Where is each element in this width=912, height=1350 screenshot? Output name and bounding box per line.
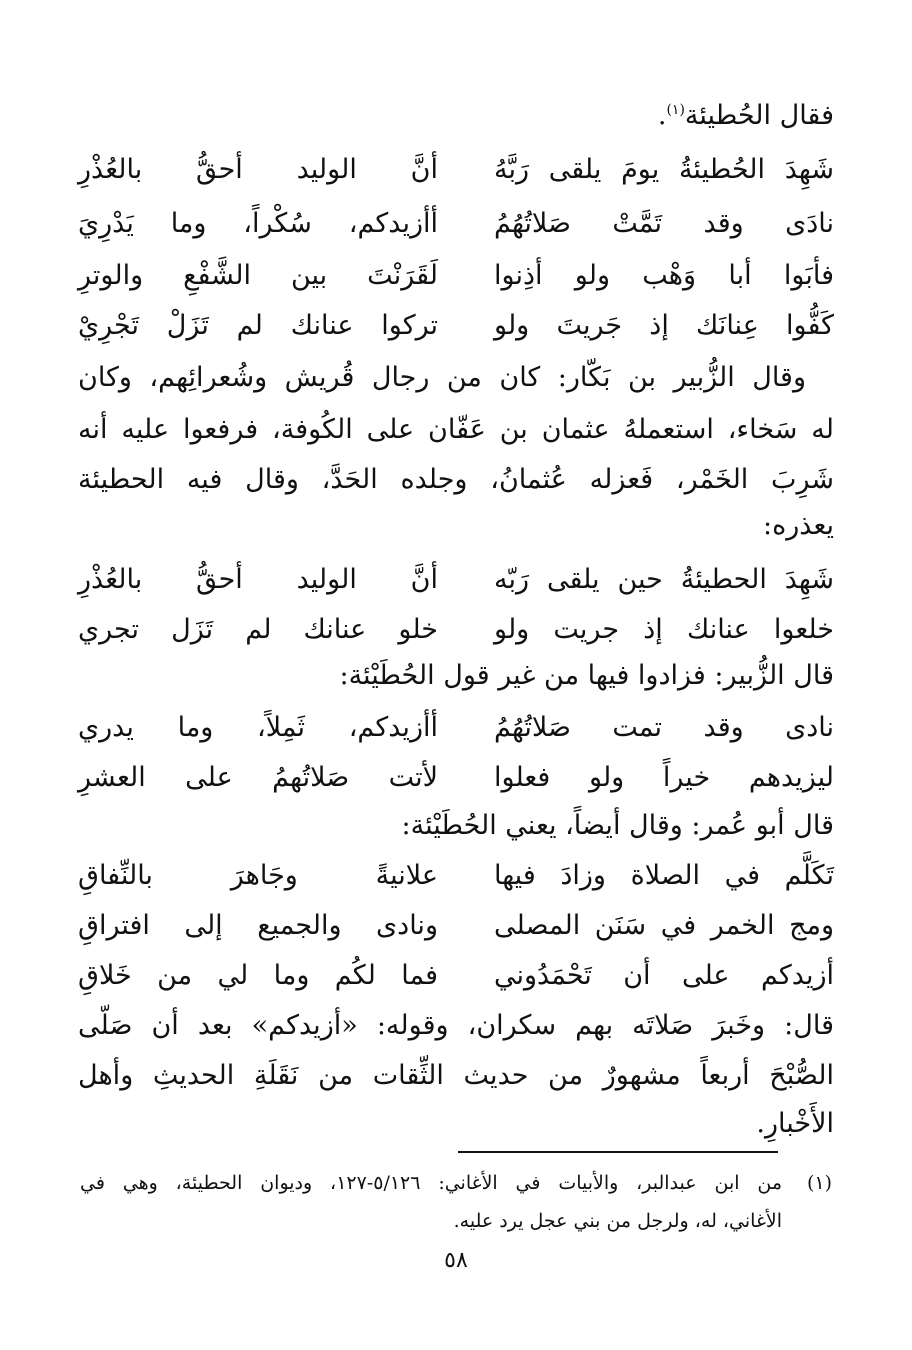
- intro-end: .: [657, 100, 667, 131]
- verse-first-hemistich: فأبَوا أبا وَهْب ولو أذِنوا: [494, 260, 834, 291]
- verse-second-hemistich: أأزيدكم، ثَمِلاً، وما يدري: [78, 712, 438, 743]
- verse-second-hemistich: لَقَرَنْتَ بين الشَّفْعِ والوترِ: [78, 260, 438, 291]
- prose-line: قال أبو عُمر: وقال أيضاً، يعني الحُطَيْئة:: [401, 810, 834, 841]
- verse-second-hemistich: تركوا عنانك لم تَزَلْ تَجْرِيْ: [78, 310, 438, 341]
- verse-second-hemistich: أأزيدكم، سُكْراً، وما يَدْرِيَ: [78, 208, 438, 239]
- verse-first-hemistich: ومج الخمر في سَنَن المصلى: [494, 910, 834, 941]
- verse-line: [78, 306, 834, 346]
- prose-line: قال: وخَبرَ صَلاتَه بهم سكران، وقوله: «أزيدكم» بعد أن صَلّى: [78, 1010, 834, 1041]
- verse-second-hemistich: فما لكُم وما لي من خَلاقِ: [78, 960, 438, 991]
- prose-line: يعذره:: [763, 510, 834, 541]
- verse-first-hemistich: شَهِدَ الحُطيئةُ يومَ يلقى رَبَّهُ: [494, 154, 834, 185]
- intro-line: [78, 96, 834, 136]
- verse-line: [78, 204, 834, 244]
- verse-first-hemistich: أزيدكم على أن تَحْمَدُوني: [494, 960, 834, 991]
- verse-second-hemistich: أنَّ الوليد أحقُّ بالعُذْرِ: [78, 564, 438, 595]
- verse-line: [78, 758, 834, 798]
- verse-second-hemistich: ونادى والجميع إلى افتراقِ: [78, 910, 438, 941]
- verse-line: [78, 708, 834, 748]
- footnote-line: الأغاني، له، ولرجل من بني عجل يرد عليه.: [453, 1210, 782, 1232]
- prose-line: له سَخاء، استعملهُ عثمان بن عَفّان على الكُوفة، فرفعوا عليه أنه: [78, 414, 834, 445]
- verse-first-hemistich: شَهِدَ الحطيئةُ حين يلقى رَبّه: [494, 564, 834, 595]
- verse-first-hemistich: خلعوا عنانك إذ جريت ولو: [494, 614, 834, 645]
- verse-first-hemistich: كَفُّوا عِنانَك إذ جَريتَ ولو: [494, 310, 834, 341]
- verse-first-hemistich: ليزيدهم خيراً ولو فعلوا: [494, 762, 834, 793]
- verse-line: [78, 560, 834, 600]
- footnote-line: من ابن عبدالبر، والأبيات في الأغاني: ٥/١٢٦-١٢٧، وديوان الحطيئة، وهي في: [80, 1172, 783, 1194]
- verse-second-hemistich: أنَّ الوليد أحقُّ بالعُذْرِ: [78, 154, 438, 185]
- footnote-separator: [458, 1151, 778, 1153]
- verse-line: [78, 906, 834, 946]
- prose-line: الصُّبْحَ أربعاً مشهورٌ من حديث الثِّقات من نَقَلَةِ الحديثِ وأهل: [78, 1060, 834, 1091]
- footnote-mark: (١): [666, 102, 685, 118]
- verse-second-hemistich: علانيةً وجَاهرَ بالنِّفاقِ: [78, 860, 438, 891]
- verse-first-hemistich: تَكَلَّم في الصلاة وزادَ فيها: [494, 860, 834, 891]
- verse-second-hemistich: خلو عنانك لم تَزَل تجري: [78, 614, 438, 645]
- verse-first-hemistich: نادَى وقد تَمَّتْ صَلاتُهُمُ: [494, 208, 834, 239]
- prose-line: شَرِبَ الخَمْر، فَعزله عُثمانُ، وجلده الحَدَّ، وقال فيه الحطيئة: [78, 464, 834, 495]
- verse-line: [78, 256, 834, 296]
- page-number: ٥٨: [444, 1248, 468, 1273]
- verse-line: [78, 956, 834, 996]
- verse-line: [78, 856, 834, 896]
- verse-line: [78, 610, 834, 650]
- intro-text: فقال الحُطيئة: [684, 100, 834, 131]
- verse-second-hemistich: لأتت صَلاتُهمُ على العشرِ: [78, 762, 438, 793]
- footnote-number: (١): [806, 1172, 832, 1194]
- verse-first-hemistich: نادى وقد تمت صَلاتُهُمُ: [494, 712, 834, 743]
- verse-line: [78, 150, 834, 190]
- prose-line: الأَخْبارِ.: [756, 1108, 834, 1139]
- prose-line: وقال الزُّبير بن بَكّار: كان من رجال قُريش وشُعرائِهم، وكان: [78, 362, 806, 393]
- prose-line: قال الزُّبير: فزادوا فيها من غير قول الحُطَيْئة:: [339, 660, 834, 691]
